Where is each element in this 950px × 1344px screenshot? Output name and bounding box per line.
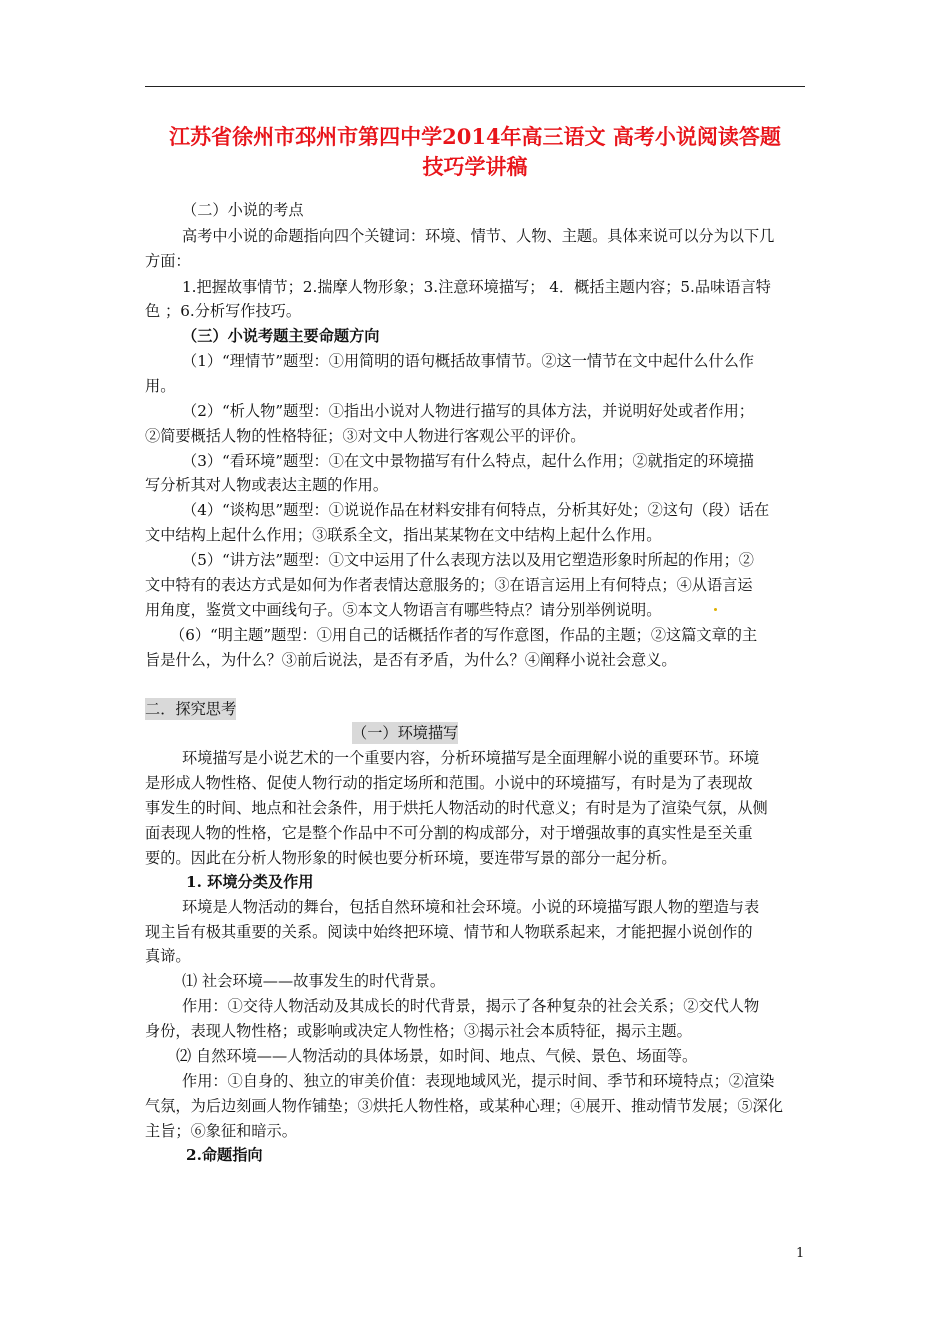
document-title-line-2: 技巧学讲稿	[422, 154, 528, 179]
paragraph-line: 环境是人物活动的舞台，包括自然环境和社会环境。小说的环境描写跟人物的塑造与表	[182, 898, 760, 916]
page-number: 1	[796, 1246, 805, 1261]
section-heading: （二）小说的考点	[182, 201, 304, 219]
paragraph-line: 主旨；⑥象征和暗示。	[145, 1122, 297, 1140]
paragraph-line: 作用：①交待人物活动及其成长的时代背景，揭示了各种复杂的社会关系；②交代人物	[182, 997, 760, 1015]
stray-mark	[714, 608, 717, 611]
header-rule	[145, 86, 805, 87]
paragraph-line: 要的。因此在分析人物形象的时候也要分析环境，要连带写景的部分一起分析。	[145, 849, 677, 867]
subsection-heading: （一）环境描写	[352, 724, 459, 742]
paragraph-line: 方面：	[145, 252, 191, 270]
subsection-heading: 1. 环境分类及作用	[186, 873, 314, 891]
paragraph-line: 旨是什么，为什么？③前后说法，是否有矛盾，为什么？④阐释小说社会意义。	[145, 651, 677, 669]
paragraph-line: ②简要概括人物的性格特征；③对文中人物进行客观公平的评价。	[145, 427, 586, 445]
paragraph-line: 身份，表现人物性格；或影响或决定人物性格；③揭示社会本质特征，揭示主题。	[145, 1022, 692, 1040]
section-heading: 二．探究思考	[145, 700, 237, 718]
section-heading: （三）小说考题主要命题方向	[182, 327, 380, 345]
subsection-heading: 2.命题指向	[186, 1146, 263, 1164]
paragraph-line: 文中特有的表达方式是如何为作者表情达意服务的；③在语言运用上有何特点；④从语言运	[145, 576, 753, 594]
paragraph-line: （5）“讲方法”题型：①文中运用了什么表现方法以及用它塑造形象时所起的作用；②	[182, 551, 754, 569]
paragraph-line: 气氛，为后边刻画人物作铺垫；③烘托人物性格，或某种心理；④展开、推动情节发展；⑤深化	[145, 1097, 783, 1115]
paragraph-line: 用角度，鉴赏文中画线句子。⑤本文人物语言有哪些特点？请分别举例说明。	[145, 601, 662, 619]
paragraph-line: （4）“谈构思”题型：①说说作品在材料安排有何特点，分析其好处；②这句（段）话在	[182, 501, 770, 519]
document-title-line-1: 江苏省徐州市邳州市第四中学2014年高三语文 高考小说阅读答题	[169, 124, 781, 149]
paragraph-line: 面表现人物的性格，它是整个作品中不可分割的构成部分，对于增强故事的真实性是至关重	[145, 824, 753, 842]
paragraph-line: 1.把握故事情节；2.揣摩人物形象；3.注意环境描写； 4．概括主题内容；5.品味语言特	[182, 278, 771, 296]
paragraph-line: 事发生的时间、地点和社会条件，用于烘托人物活动的时代意义；有时是为了渲染气氛，从侧	[145, 799, 768, 817]
paragraph-line: 用。	[145, 377, 176, 395]
paragraph-line: （2）“析人物”题型：①指出小说对人物进行描写的具体方法，并说明好处或者作用；	[182, 402, 754, 420]
paragraph-line: ⑵ 自然环境——人物活动的具体场景，如时间、地点、气候、景色、场面等。	[176, 1047, 698, 1065]
paragraph-line: 写分析其对人物或表达主题的作用。	[145, 476, 388, 494]
paragraph-line: 真谛。	[145, 947, 191, 965]
paragraph-line: （1）“理情节”题型：①用简明的语句概括故事情节。②这一情节在文中起什么什么作	[182, 352, 754, 370]
paragraph-line: 环境描写是小说艺术的一个重要内容，分析环境描写是全面理解小说的重要环节。环境	[182, 749, 760, 767]
paragraph-line: （6）“明主题”题型：①用自己的话概括作者的写作意图，作品的主题；②这篇文章的主	[170, 626, 758, 644]
paragraph-line: 作用：①自身的、独立的审美价值：表现地域风光，提示时间、季节和环境特点；②渲染	[182, 1072, 775, 1090]
paragraph-line: ⑴ 社会环境——故事发生的时代背景。	[182, 972, 446, 990]
paragraph-line: （3）“看环境”题型：①在文中景物描写有什么特点，起什么作用；②就指定的环境描	[182, 452, 754, 470]
paragraph-line: 高考中小说的命题指向四个关键词：环境、情节、人物、主题。具体来说可以分为以下几	[182, 227, 775, 245]
paragraph-line: 文中结构上起什么作用；③联系全文，指出某某物在文中结构上起什么作用。	[145, 526, 662, 544]
paragraph-line: 色 ；6.分析写作技巧。	[145, 302, 302, 320]
paragraph-line: 现主旨有极其重要的关系。阅读中始终把环境、情节和人物联系起来，才能把握小说创作的	[145, 923, 753, 941]
paragraph-line: 是形成人物性格、促使人物行动的指定场所和范围。小说中的环境描写，有时是为了表现故	[145, 774, 753, 792]
